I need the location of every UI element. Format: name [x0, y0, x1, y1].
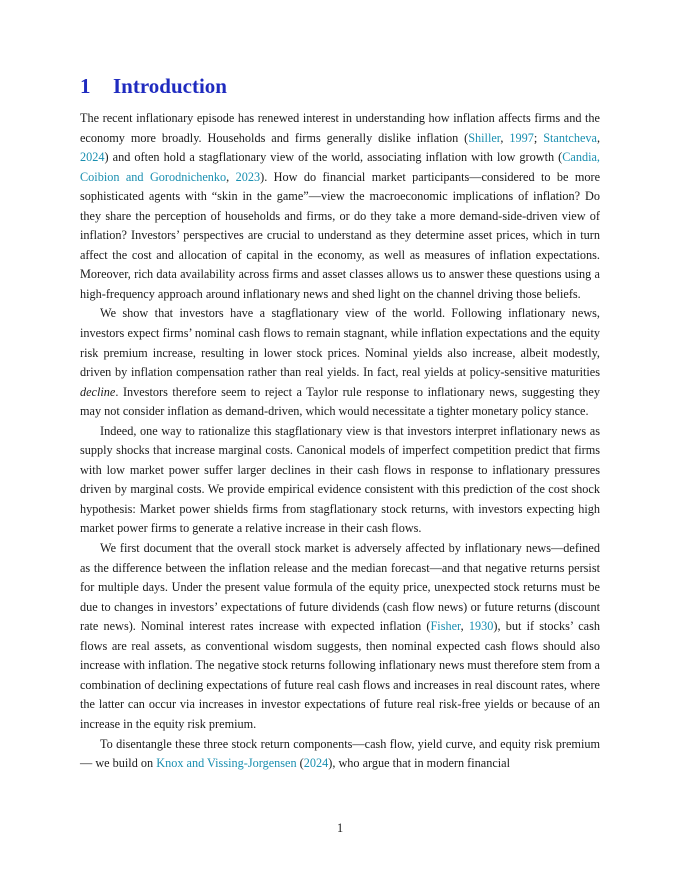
paragraph-2 [80, 304, 600, 421]
citation-stantcheva[interactable]: Stantcheva [543, 130, 597, 145]
paragraph-3 [80, 422, 600, 539]
paragraph-1 [80, 109, 600, 304]
section-title: Introduction [113, 74, 227, 98]
paragraph-4 [80, 539, 600, 734]
emphasis-decline: decline [80, 384, 116, 399]
citation-fisher[interactable]: Fisher [430, 619, 461, 634]
text-run: ; [533, 130, 544, 145]
text-run: , [596, 130, 601, 145]
citation-stantcheva-year[interactable]: 2024 [80, 150, 105, 165]
citation-shiller-year[interactable]: 1997 [509, 130, 534, 145]
text-run: ), but if stocks’ cash flows are real assets, as conventional wisdom suggests, then nominal expected cash flows should also increase with inflation. The negative stock returns following inflationary news must therefore stem from a combination of declining expectations of future real cash flows and increases in real discount rates, where the latter can occur via increases in investor expectations of future real risk-free yields or because of an increase in the equity risk premium. [80, 619, 601, 731]
paragraph-5 [80, 735, 600, 774]
section-heading [80, 73, 227, 99]
text-run: The recent inflationary episode has renewed interest in understanding how inflation affects firms and the economy more broadly. Households and firms generally dislike inflation ( [80, 111, 600, 145]
citation-candia[interactable]: Candia, Coibion and Gorodnichenko [80, 150, 600, 184]
section-number: 1 [80, 74, 91, 98]
page-number: 1 [336, 821, 344, 835]
text-run: ), who argue that in modern financial [328, 756, 511, 771]
text-run: Indeed, one way to rationalize this stagflationary view is that investors interpret inflationary news as supply shocks that increase marginal costs. Canonical models of imperfect competition predict that firms with low market power suffer larger declines in their cash flows in response to inflationary pressures driven by marginal costs. We provide empirical evidence consistent with this prediction of the cost shock hypothesis: Market power shields firms from stagflationary stock returns, with investors expecting high market power firms to generate a relative increase in their cash flows. [80, 423, 600, 536]
text-run: . Investors therefore seem to reject a Taylor rule response to inflationary news, suggesting they may not consider inflation as demand-driven, which would necessitate a tighter monetary policy stance. [80, 384, 600, 419]
text-run: , [226, 169, 236, 184]
citation-knox-year[interactable]: 2024 [303, 756, 329, 771]
text-run: , [500, 130, 510, 145]
body-text [80, 109, 600, 774]
text-run: We show that investors have a stagflationary view of the world. Following inflationary news, investors expect firms’ nominal cash flows to remain stagnant, while inflation expectations and the equity risk premium increase, resulting in lower stock prices. Nominal yields also increase, albeit modestly, driven by inflation compensation rather than real yields. In fact, real yields at policy-sensitive maturities [80, 306, 600, 380]
citation-shiller[interactable]: Shiller [468, 130, 501, 145]
citation-candia-year[interactable]: 2023 [235, 169, 261, 184]
text-run: ) and often hold a stagflationary view of the world, associating inflation with low growth ( [104, 150, 563, 165]
citation-fisher-year[interactable]: 1930 [468, 619, 494, 634]
text-run: ). How do financial market participants—considered to be more sophisticated agents with “skin in the game”—view the macroeconomic implications of inflation? Do they share the perception of households and firms, or do they take a more demand-side-driven view of inflation? Investors’ perspectives are crucial to understand as they determine asset prices, which in turn affect the cost and allocation of capital in the economy, as well as measures of inflation expectations. Moreover, rich data availability across firms and asset classes allows us to answer these questions using a high-frequency approach around inflationary news and shed light on the channel driving those beliefs. [80, 169, 601, 301]
citation-knox[interactable]: Knox and Vissing-Jorgensen [156, 756, 297, 771]
text-run: , [460, 619, 469, 634]
text-run: To disentangle these three stock return components—cash flow, yield curve, and equity risk premium— we build on [80, 736, 600, 771]
text-run: ( [296, 756, 304, 771]
text-run: We first document that the overall stock market is adversely affected by inflationary news—defined as the difference between the inflation release and the median forecast—and that negative returns persist for multiple days. Under the present value formula of the equity price, unexpected stock returns must be due to changes in investors’ expectations of future dividends (cash flow news) or future returns (discount rate news). Nominal interest rates increase with expected inflation ( [80, 541, 600, 634]
